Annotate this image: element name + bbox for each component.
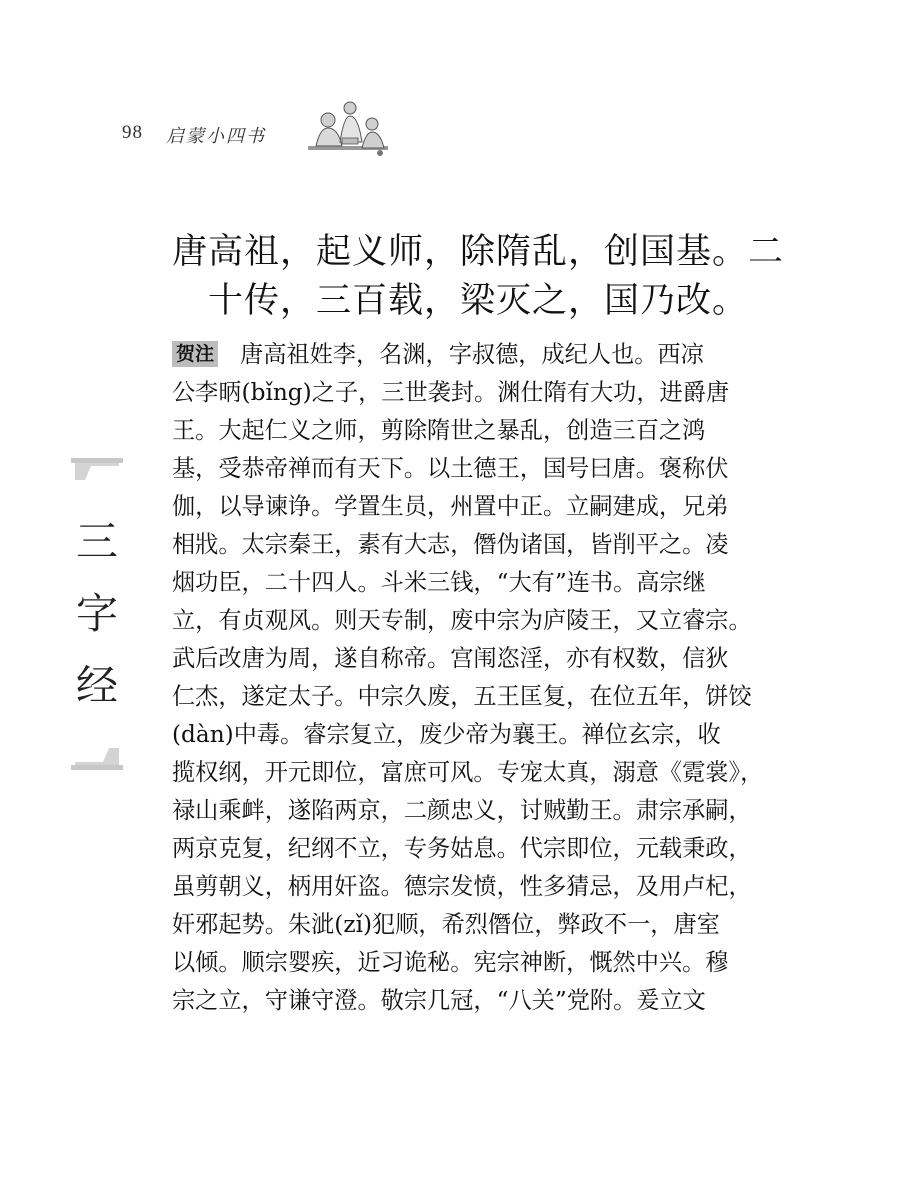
page-number: 98 [122,122,143,143]
verse-line-1: 唐高祖，起义师，除隋乱，创国基。二 [172,232,785,272]
bracket-top-icon [71,458,123,484]
commentary-line: 奸邪起势。朱泚(zǐ)犯顺，希烈僭位，弊政不一，唐室 [172,911,720,938]
commentary-line: 两京克复，纪纲不立，专务姑息。代宗即位，元载秉政， [172,835,752,862]
scholars-illustration-icon [298,98,394,162]
verse-text [172,228,785,326]
commentary-line: 立，有贞观风。则天专制，废中宗为庐陵王，又立睿宗。 [172,607,752,634]
commentary-line: 基，受恭帝禅而有天下。以土德王，国号曰唐。褒称伏 [172,455,729,482]
bracket-bottom-icon [71,744,123,770]
book-title: 启蒙小四书 [166,126,266,147]
commentary-line: 禄山乘衅，遂陷两京，二颜忠义，讨贼勤王。肃宗承嗣， [172,797,752,824]
side-section-tab [71,458,123,770]
commentary-line: 虽剪朝义，柄用奸盗。德宗发愤，性多猜忌，及用卢杞， [172,873,752,900]
commentary-line: 烟功臣，二十四人。斗米三钱，“大有”连书。高宗继 [172,569,706,596]
commentary-line: 仁杰，遂定太子。中宗久废，五王匡复，在位五年，饼饺 [172,683,752,710]
commentary-line: (dàn)中毒。睿宗复立，废少帝为襄王。禅位玄宗，收 [172,721,721,748]
commentary-first-line [172,336,747,374]
commentary-line: 伽，以导谏诤。学置生员，州置中正。立嗣建成，兄弟 [172,493,729,520]
commentary-line: 揽权纲，开元即位，富庶可风。专宠太真，溺意《霓裳》， [172,759,764,786]
side-tab-title: 三 字 经 [75,517,118,710]
commentary-line: 宗之立，守谦守澄。敬宗几冠，“八关”党附。爰立文 [172,987,706,1014]
verse-line-2: 十传，三百载，梁灭之，国乃改。 [208,281,749,321]
commentary [172,336,764,1020]
commentary-line: 公李昞(bǐng)之子，三世袭封。渊仕隋有大功，进爵唐 [172,379,730,406]
commentary-line: 王。大起仁义之师，剪除隋世之暴乱，创造三百之鸿 [172,417,706,444]
commentary-line: 相戕。太宗秦王，素有大志，僭伪诸国，皆削平之。凌 [172,531,729,558]
commentary-line: 武后改唐为周，遂自称帝。宫闱恣淫，亦有权数，信狄 [172,645,729,672]
commentary-line: 以倾。顺宗婴疾，近习诡秘。宪宗神断，慨然中兴。穆 [172,949,729,976]
commentary-line-text: 唐高祖姓李，名渊，字叔德，成纪人也。西凉 [240,341,704,368]
commentary-label: 贺注 [172,341,218,367]
